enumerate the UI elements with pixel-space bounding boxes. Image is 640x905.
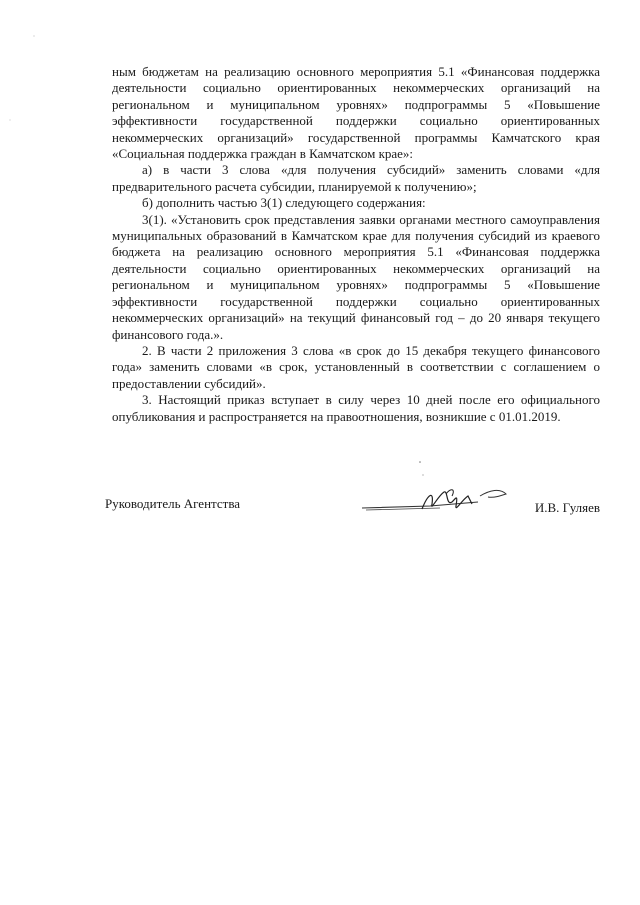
paragraph-clause-3-1: 3(1). «Установить срок представления заявки органами местного самоуправления муниципальных образований в Камчатском крае для получения субсидий из краевого бюджета на реализацию основного мероприятия 5.1 «Финансовая поддержка деятельности социально ориентированных некоммерческих организаций на региональном и муниципальном уровнях» подпрограммы 5 «Повышение эффективности государственной поддержки социально ориентированных некоммерческих организаций» на текущий финансовый год – до 20 января текущего финансового года.». (112, 211, 600, 342)
paragraph-point-2: 2. В части 2 приложения 3 слова «в срок до 15 декабря текущего финансового года» заменить словами «в срок, установленный в соответствии с соглашением о предоставлении субсидий». (112, 342, 600, 391)
signature-block (105, 490, 600, 530)
paragraph-item-a: а) в части 3 слова «для получения субсидий» заменить словами «для предварительного расчета субсидии, планируемой к получению»; (112, 162, 600, 194)
paragraph-point-3: 3. Настоящий приказ вступает в силу через 10 дней после его официального опубликования и распространяется на правоотношения, возникшие с 01.01.2019. (112, 392, 600, 424)
paragraph-item-b: б) дополнить частью 3(1) следующего содержания: (142, 195, 426, 211)
signatory-name: И.В. Гуляев (534, 500, 600, 515)
handwritten-signature (360, 484, 520, 518)
signatory-position: Руководитель Агентства (105, 496, 241, 511)
document-body (112, 64, 600, 425)
paragraph-continuation: ным бюджетам на реализацию основного мероприятия 5.1 «Финансовая поддержка деятельности социально ориентированных некоммерческих организаций на региональном и муниципальном уровнях» подпрограммы 5 «Повышение эффективности государственной поддержки социально ориентированных некоммерческих организаций» государственной программы Камчатского края «Социальная поддержка граждан в Камчатском крае»: (112, 64, 600, 162)
